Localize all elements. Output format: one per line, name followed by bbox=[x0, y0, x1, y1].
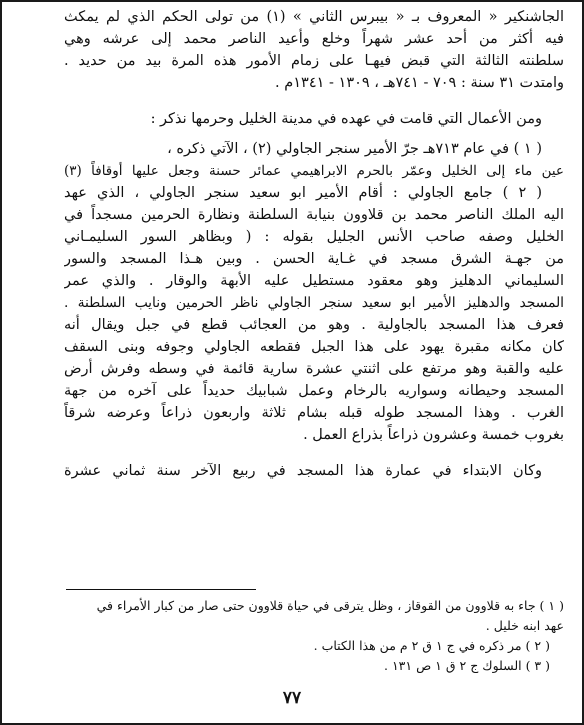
paragraph-works-intro bbox=[64, 108, 564, 130]
text-line: سلطنته الثالثة التي قبض فيهـا على زمام الأمور هذه المرة بيد من حديد . bbox=[64, 53, 564, 69]
text-line: اليه الملك الناصر محمد بن قلاوون بنيابة السلطنة ونظارة الحرمين مسجداً في bbox=[64, 207, 564, 223]
paragraph-construction-start bbox=[64, 460, 564, 482]
text-line: الجاشنكير « المعروف بـ « بيبرس الثاني » (١) من تولى الحكم الذي لم يمكث bbox=[64, 9, 564, 25]
footnote-1-continued: عهد ابنه خليل . bbox=[485, 618, 564, 633]
page-number: ٧٧ bbox=[282, 688, 302, 708]
text-line: المسجد والدهليز الأمير ابو سعيد سنجر الجاولي ناظر الحرمين ونايب السلطنة . bbox=[64, 295, 564, 311]
page-body bbox=[64, 6, 564, 482]
text-line: عين ماء إلى الخليل وعمّر بالحرم الابراهيمي عمائر حسنة وجعل عليها أوقافاً (٣) bbox=[64, 163, 564, 179]
footnote-separator bbox=[66, 589, 256, 590]
text-line: الخليل وصفه صاحب الأنس الجليل بقوله : ( وبظاهر السور السليمـاني bbox=[64, 229, 564, 245]
footnote-3: ( ٣ ) السلوك ج ٢ ق ١ ص ١٣١ . bbox=[383, 658, 550, 673]
text-line: المسجد وحيطانه وسواريه بالرخام وعمل شبابيك حديداً على آخره من جهة bbox=[64, 383, 564, 399]
text-line: ومن الأعمال التي قامت في عهده في مدينة الخليل وحرمها نذكر : bbox=[150, 111, 542, 127]
paragraph-water-source bbox=[64, 138, 564, 182]
text-line: ( ١ ) في عام ٧١٣هـ جرّ الأمير سنجر الجاولي (٢) ، الآتي ذكره ، bbox=[167, 141, 542, 157]
paragraph-reign bbox=[64, 6, 564, 94]
text-line: فيه أكثر من أحد عشر شهراً وخلع وأعيد الناصر محمد إلى عرشه وهي bbox=[64, 31, 564, 47]
text-line: وامتدت ٣١ سنة : ٧٠٩ - ٧٤١هـ ، ١٣٠٩ - ١٣٤١م . bbox=[275, 75, 564, 91]
text-line: وكان الابتداء في عمارة هذا المسجد في ربيع الآخر سنة ثماني عشرة bbox=[64, 463, 542, 479]
text-line: فعرف هذا المسجد بالجاولية . وهو من العجائب قطع في جبل ويقال أنه bbox=[64, 317, 564, 333]
footnote-2: ( ٢ ) مر ذكره في ج ١ ق ٢ م من هذا الكتاب . bbox=[313, 638, 550, 653]
text-line: كان مكانه مقبرة يهود على هذا الجبل فقطعه الجاولي وجوفه وبنى السقف bbox=[64, 339, 564, 355]
paragraph-jawli-mosque bbox=[64, 182, 564, 446]
text-line: الغرب . وهذا المسجد طوله قبله بشام ثلاثة واربعون ذراعاً وعرضه شرقاً bbox=[64, 405, 564, 421]
footnotes bbox=[64, 596, 564, 676]
text-line: بغروب خمسة وعشرون ذراعاً بذراع العمل . bbox=[303, 427, 564, 443]
text-line: من جهـة الشرق مسجد في غـاية الحسن . وبين هـذا المسجد والسور bbox=[64, 251, 564, 267]
text-line: عليه والقبة وهو مرتفع على اثنتي عشرة سارية قائمة في وسطه وفرش أرض bbox=[64, 361, 564, 377]
text-line: ( ٢ ) جامع الجاولي : أقام الأمير ابو سعيد سنجر الجاولي ، الذي عهد bbox=[64, 185, 542, 201]
text-line: السليماني الدهليز وهو معقود مستطيل عليه الأبهة والوقار . والذي عمر bbox=[64, 273, 564, 289]
footnote-1: ( ١ ) جاء به قلاوون من القوقاز ، وظل يترقى في حياة قلاوون حتى صار من كبار الأمراء في bbox=[96, 598, 564, 613]
